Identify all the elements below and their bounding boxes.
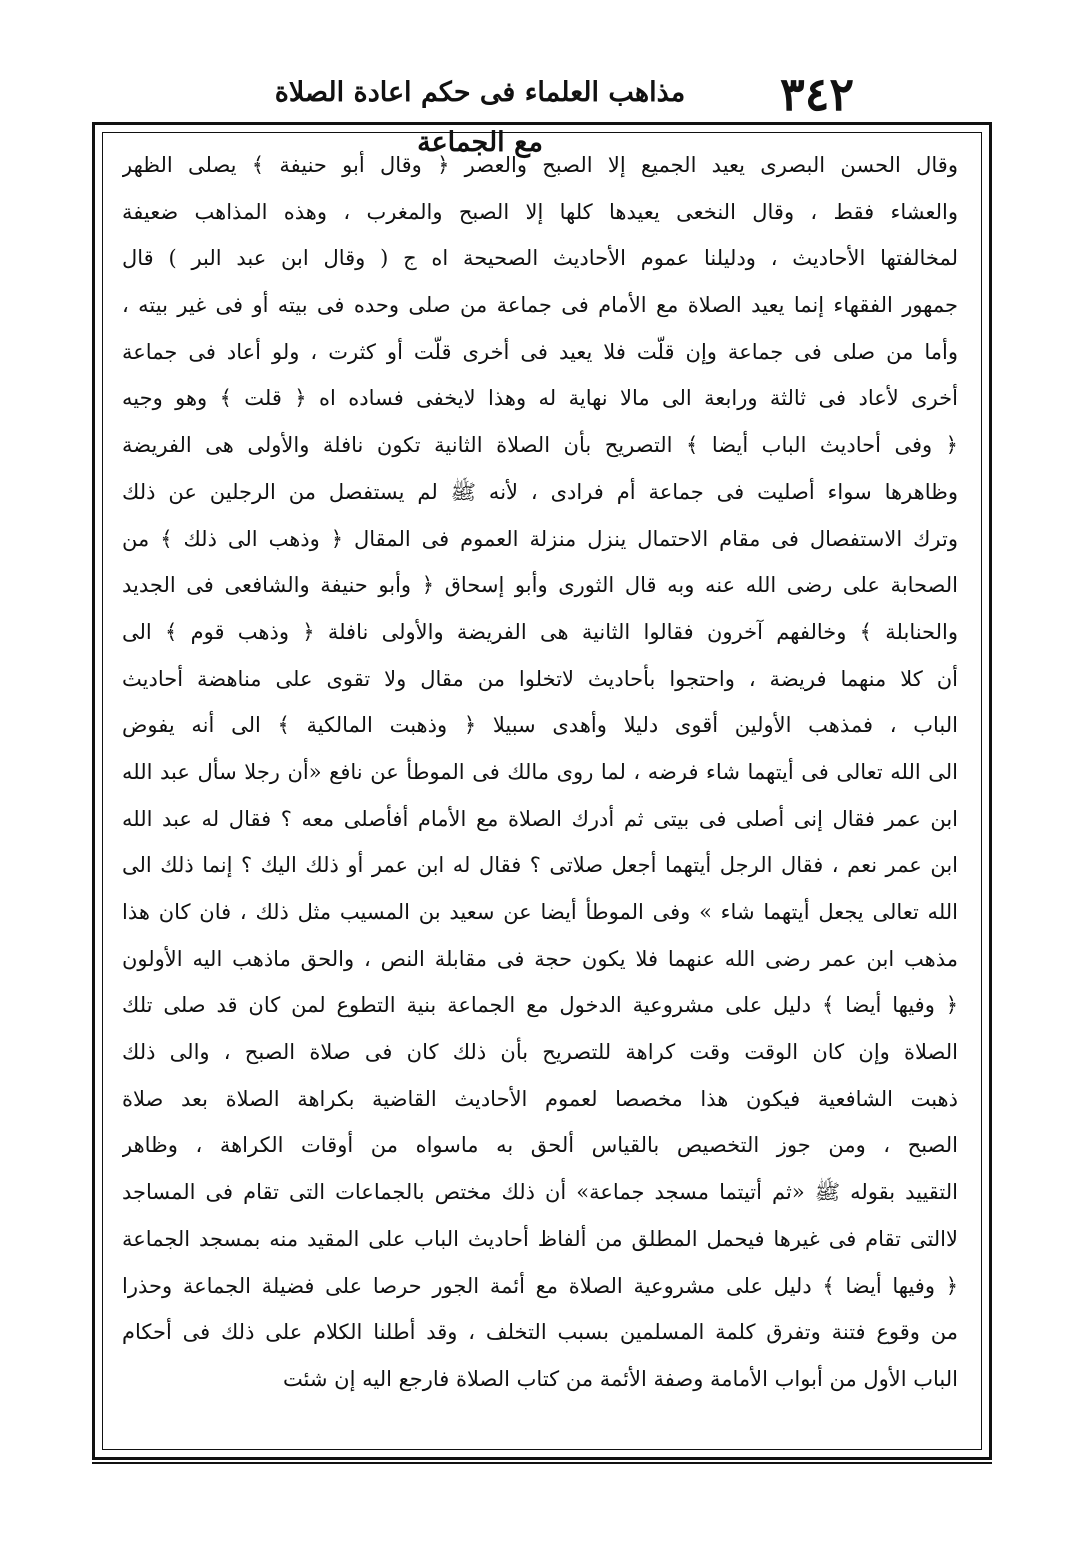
text-line: ﴿ وفيها أيضا ﴾ دليل على مشروعية الصلاة مع أئمة الجور حرصا على فضيلة الجماعة وحذرا bbox=[122, 1273, 958, 1298]
text-line: التقييد بقوله ﷺ «ثم أتيتما مسجد جماعة» أن ذلك مختص بالجماعات التى تقام فى المساجد bbox=[122, 1180, 958, 1205]
text-line: لاالتى تقام فى غيرها فيحمل المطلق من ألفاظ أحاديث الباب على المقيد منه بمسجد الجماعة bbox=[122, 1226, 958, 1251]
text-line: جمهور الفقهاء إنما يعيد الصلاة مع الأمام فى جماعة من صلى وحده فى بيته أو فى غير بيته ، bbox=[122, 293, 958, 318]
text-line: أن كلا منهما فريضة ، واحتجوا بأحاديث لاتخلوا من مقال ولا تقوى على مناهضة أحاديث bbox=[122, 666, 958, 691]
text-line: الباب ، فمذهب الأولين أقوى دليلا وأهدى سبيلا ﴿ وذهبت المالكية ﴾ الى أنه يفوض bbox=[122, 713, 958, 738]
text-line: لمخالفتها الأحاديث ، ودليلنا عموم الأحاديث الصحيحة اه ج ( وقال ابن عبد البر ) قال bbox=[122, 246, 958, 271]
text-line: وترك الاستفصال فى مقام الاحتمال ينزل منزلة العموم فى المقال ﴿ وذهب الى ذلك ﴾ من bbox=[122, 526, 958, 551]
text-line: وأما من صلى فى جماعة وإن قلّت فلا يعيد فى أخرى قلّت أو كثرت ، ولو أعاد فى جماعة bbox=[122, 339, 958, 364]
text-line: الباب الأول من أبواب الأمامة وصفة الأئمة من كتاب الصلاة فارجع اليه إن شئت bbox=[282, 1366, 958, 1391]
text-line: وظاهرها سواء أصليت فى جماعة أم فرادى ، لأنه ﷺ لم يستفصل من الرجلين عن ذلك bbox=[122, 479, 958, 504]
body-text bbox=[122, 142, 958, 1442]
text-line: والعشاء فقط ، وقال النخعى يعيدها كلها إلا الصبح والمغرب ، وهذه المذاهب ضعيفة bbox=[122, 199, 958, 224]
text-line: والحنابلة ﴾ وخالفهم آخرون فقالوا الثانية هى الفريضة والأولى نافلة ﴿ وذهب قوم ﴾ الى bbox=[122, 619, 958, 644]
text-line: ﴿ وفى أحاديث الباب أيضا ﴾ التصريح بأن الصلاة الثانية تكون نافلة والأولى هى الفريضة bbox=[122, 433, 958, 458]
page-number: ٣٤٢ bbox=[780, 67, 855, 121]
page-header bbox=[0, 0, 1092, 158]
text-line: ﴿ وفيها أيضا ﴾ دليل على مشروعية الدخول مع الجماعة بنية التطوع لمن كان قد صلى تلك bbox=[122, 993, 958, 1018]
text-line: ابن عمر نعم ، فقال الرجل أيتهما أجعل صلاتى ؟ فقال له ابن عمر أو ذلك اليك ؟ إنما ذلك الى bbox=[122, 853, 958, 878]
text-line: ابن عمر فقال إنى أصلى فى بيتى ثم أدرك الصلاة مع الأمام أفأصلى معه ؟ فقال له عبد الله bbox=[122, 806, 958, 831]
text-line: مذهب ابن عمر رضى الله عنهما فلا يكون حجة فى مقابلة النص ، والحق ماذهب اليه الأولون bbox=[122, 946, 958, 971]
text-line: الى الله تعالى فى أيتهما شاء فرضه ، لما روى مالك فى الموطأ عن نافع «أن رجلا سأل عبد الله bbox=[122, 759, 958, 784]
text-line: وقال الحسن البصرى يعيد الجميع إلا الصبح والعصر ﴿ وقال أبو حنيفة ﴾ يصلى الظهر bbox=[122, 153, 958, 177]
footer-rule bbox=[92, 1462, 992, 1464]
text-line: الصلاة وإن كان الوقت وقت كراهة للتصريح بأن ذلك كان فى صلاة الصبح ، والى ذلك bbox=[122, 1040, 958, 1065]
text-line: الصحابة على رضى الله عنه وبه قال الثورى وأبو إسحاق ﴿ وأبو حنيفة والشافعى فى الجديد bbox=[122, 573, 958, 598]
text-line: الصبح ، ومن جوز التخصيص بالقياس ألحق به ماسواه من أوقات الكراهة ، وظاهر bbox=[122, 1133, 958, 1158]
text-line: أخرى لأعاد فى ثالثة ورابعة الى مالا نهاية له وهذا لايخفى فساده اه ﴿ قلت ﴾ وهو وجيه bbox=[122, 386, 958, 411]
running-title: مذاهب العلماء فى حكم اعادة الصلاة مع الجماعة bbox=[274, 77, 686, 158]
text-line: من وقوع فتنة وتفرق كلمة المسلمين بسبب التخلف ، وقد أطلنا الكلام على ذلك فى أحكام bbox=[122, 1320, 958, 1345]
text-line: الله تعالى يجعل أيتهما شاء » وفى الموطأ أيضا عن سعيد بن المسيب مثل ذلك ، فان كان هذا bbox=[122, 900, 958, 924]
text-line: ذهبت الشافعية فيكون هذا مخصصا لعموم الأحاديث القاضية بكراهة الصلاة بعد صلاة bbox=[122, 1086, 958, 1111]
